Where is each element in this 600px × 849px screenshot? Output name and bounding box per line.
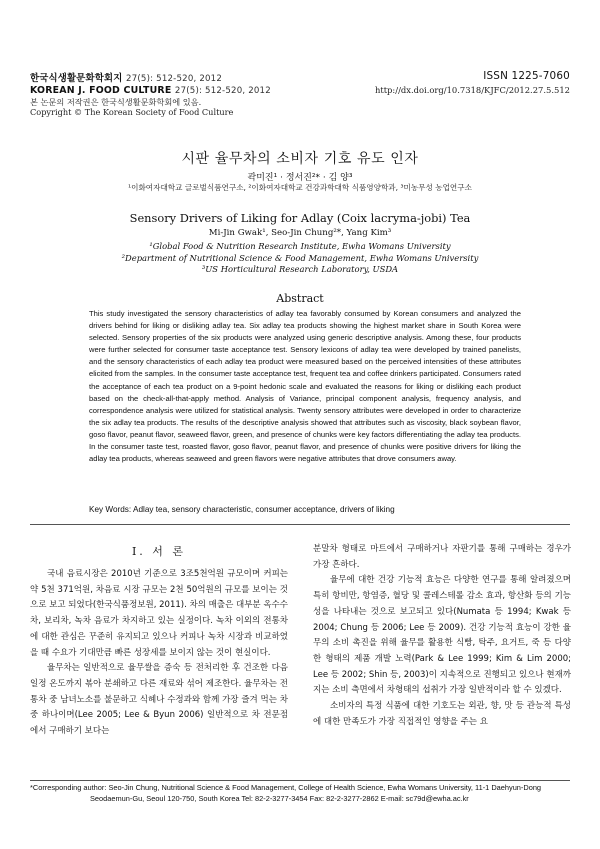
journal-volume-ko: 27(5): 512-520, 2012 <box>126 74 223 84</box>
journal-volume-en: 27(5): 512-520, 2012 <box>174 86 271 96</box>
issn: ISSN 1225-7060 <box>483 70 570 82</box>
copyright-en: Copyright © The Korean Society of Food Culture <box>30 107 234 117</box>
authors-english: Mi-Jin Gwak¹, Seo-Jin Chung²*, Yang Kim³ <box>208 228 392 238</box>
keywords: Key Words: Adlay tea, sensory characteristic, consumer acceptance, drivers of liking <box>89 505 395 514</box>
affiliation-2: ²Department of Nutritional Science & Food Management, Ewha Womans University <box>121 252 479 263</box>
title-korean: 시판 율무차의 소비자 기호 유도 인자 <box>181 151 419 167</box>
abstract-divider <box>30 524 570 525</box>
abstract-text: This study investigated the sensory characteristics of adlay tea favorably consumed by Korean consumers and analyzed the drivers behind for liking or disliking adlay tea. Six adlay tea products showing the highest market share in South Korea were selected. Sensory properties of the six products were analyzed using generic descriptive analysis. Among these, four products were further selected for consumer taste acceptance test. Sensory lexicons of adlay tea were developed by trained panelists, and the sensory characteristics of each adlay tea product were measured based on the perceived intensities of these attributes elicited from the samples. In the consumer taste acceptance test, frequent tea and coffee drinkers participated. Consumers rated the acceptance of each tea product on a 9-point hedonic scale and evaluated the reasons for liking or disliking each product based on the check-all-that-apply method. Analysis of Variance, principal component analysis, frequency analysis, and correspondence analysis were utilized for statistical analysis. Twenty sensory attributes were developed in order to characterize the six adlay tea products. The results of the descriptive analysis showed that attributes such as viscosity, black soybean flavor, goso flavor, peanut flavor, seaweed flavor, green, and presence of chunks were key factors differentiating the adlay tea products. In the consumer taste test, roasted flavor, goso flavor, peanut flavor, and presence of chunks were positive drivers for liking the adlay tea products, whereas seaweed and green flavors were negative attributes that drove consumers away. <box>89 309 521 464</box>
paragraph: 국내 음료시장은 2010년 기준으로 3조5천억원 규모이며 커피는 약 5천 371억원, 차음료 시장 규모는 2천 50억원의 규모를 보이는 것으로 보고 되었다(한국식품정보원, 2011). 차의 매출은 대부분 옥수수차, 보리차, 녹차 음료가 차지하고 있는 실정이다. 녹차 이외의 전통차에 대한 관심은 꾸준히 유지되고 있으나 커피나 녹차 시장과 비교하였을 때 수요가 기대만큼 빠른 성장세를 보이지 않는 것이 현실이다. <box>30 569 288 658</box>
paragraph: 분말차 형태로 마트에서 구매하거나 자판기를 통해 구매하는 경우가 가장 흔하다. <box>313 544 571 570</box>
issn-block <box>375 70 570 95</box>
journal-name-ko-line <box>30 73 360 85</box>
copyright-ko: 본 논문의 저작권은 한국식생활문화학회에 있음. <box>30 97 202 107</box>
journal-header <box>30 73 360 117</box>
paragraph: 소비자의 특정 식품에 대한 기호도는 외관, 향, 맛 등 관능적 특성에 대한 만족도가 가장 직접적인 영향을 주는 요 <box>313 701 571 727</box>
journal-name-ko: 한국식생활문화학회지 <box>30 73 123 84</box>
affiliations-english <box>0 241 600 276</box>
abstract-heading: Abstract <box>276 292 324 305</box>
journal-name-en-line <box>30 85 360 97</box>
affiliation-3: ³US Horticultural Research Laboratory, USDA <box>201 264 399 275</box>
paragraph: 율무차는 일반적으로 율무쌀을 증숙 등 전처리한 후 건조한 다음 일정 온도까지 볶아 분쇄하고 다른 재료와 섞어 제조한다. 율무차는 전통차 중 남녀노소를 불문하고 식혜나 수정과와 함께 가장 즐겨 먹는 차 중 하나이며(Lee 2005; Lee & Byun 2006) 일반적으로 차 전문점에서 구매하기 보다는 <box>30 663 288 737</box>
journal-name-en: KOREAN J. FOOD CULTURE <box>30 85 172 96</box>
body-column-right <box>313 542 571 730</box>
doi-link[interactable]: http://dx.doi.org/10.7318/KJFC/2012.27.5.512 <box>374 85 570 95</box>
corresponding-author-footnote <box>30 783 575 804</box>
footnote-line-1: *Corresponding author: Seo-Jin Chung, Nutritional Science & Food Management, College of Health Science, Ewha Womans University, 11-1 Daehyun-Dong <box>30 783 542 792</box>
footnote-divider <box>30 780 570 781</box>
paragraph: 율무에 대한 건강 기능적 효능은 다양한 연구를 통해 알려졌으며 특히 항비만, 항염증, 혈당 및 콜레스테롤 감소 효과, 항산화 등의 기능성을 나타내는 것으로 보고되고 있다(Numata 등 1994; Kwak 등 2004; Chung 등 2006; Lee 등 2009). 건강 기능적 효능이 강한 율무의 소비 촉진을 위해 율무를 활용한 식빵, 탁주, 요거트, 죽 등 다양한 형태의 제품 개발 노력(Park & Lee 1999; Kim & Lim 2000; Lee 등 2002; Shin 등, 2003)이 지속적으로 진행되고 있으나 현재까지는 소비 측면에서 차형태의 섭취가 가장 일반적이라 할 수 있겠다. <box>313 575 571 696</box>
section-heading-introduction: I. 서 론 <box>131 545 187 558</box>
body-column-left <box>30 567 288 740</box>
title-english: Sensory Drivers of Liking for Adlay (Coix lacryma-jobi) Tea <box>129 211 471 225</box>
affiliation-1: ¹Global Food & Nutrition Research Institute, Ewha Womans University <box>149 241 451 251</box>
affiliations-korean: ¹이화여자대학교 글로벌식품연구소, ²이화여자대학교 건강과학대학 식품영양학과, ³미농무성 농업연구소 <box>128 183 472 192</box>
authors-korean: 곽미진¹ · 정서진²* · 김 양³ <box>247 173 353 183</box>
footnote-line-2: Seodaemun-Gu, Seoul 120-750, South Korea Tel: 82-2-3277-3454 Fax: 82-2-3277-2862 E-mail: sc79d@ewha.ac.kr <box>90 793 469 803</box>
